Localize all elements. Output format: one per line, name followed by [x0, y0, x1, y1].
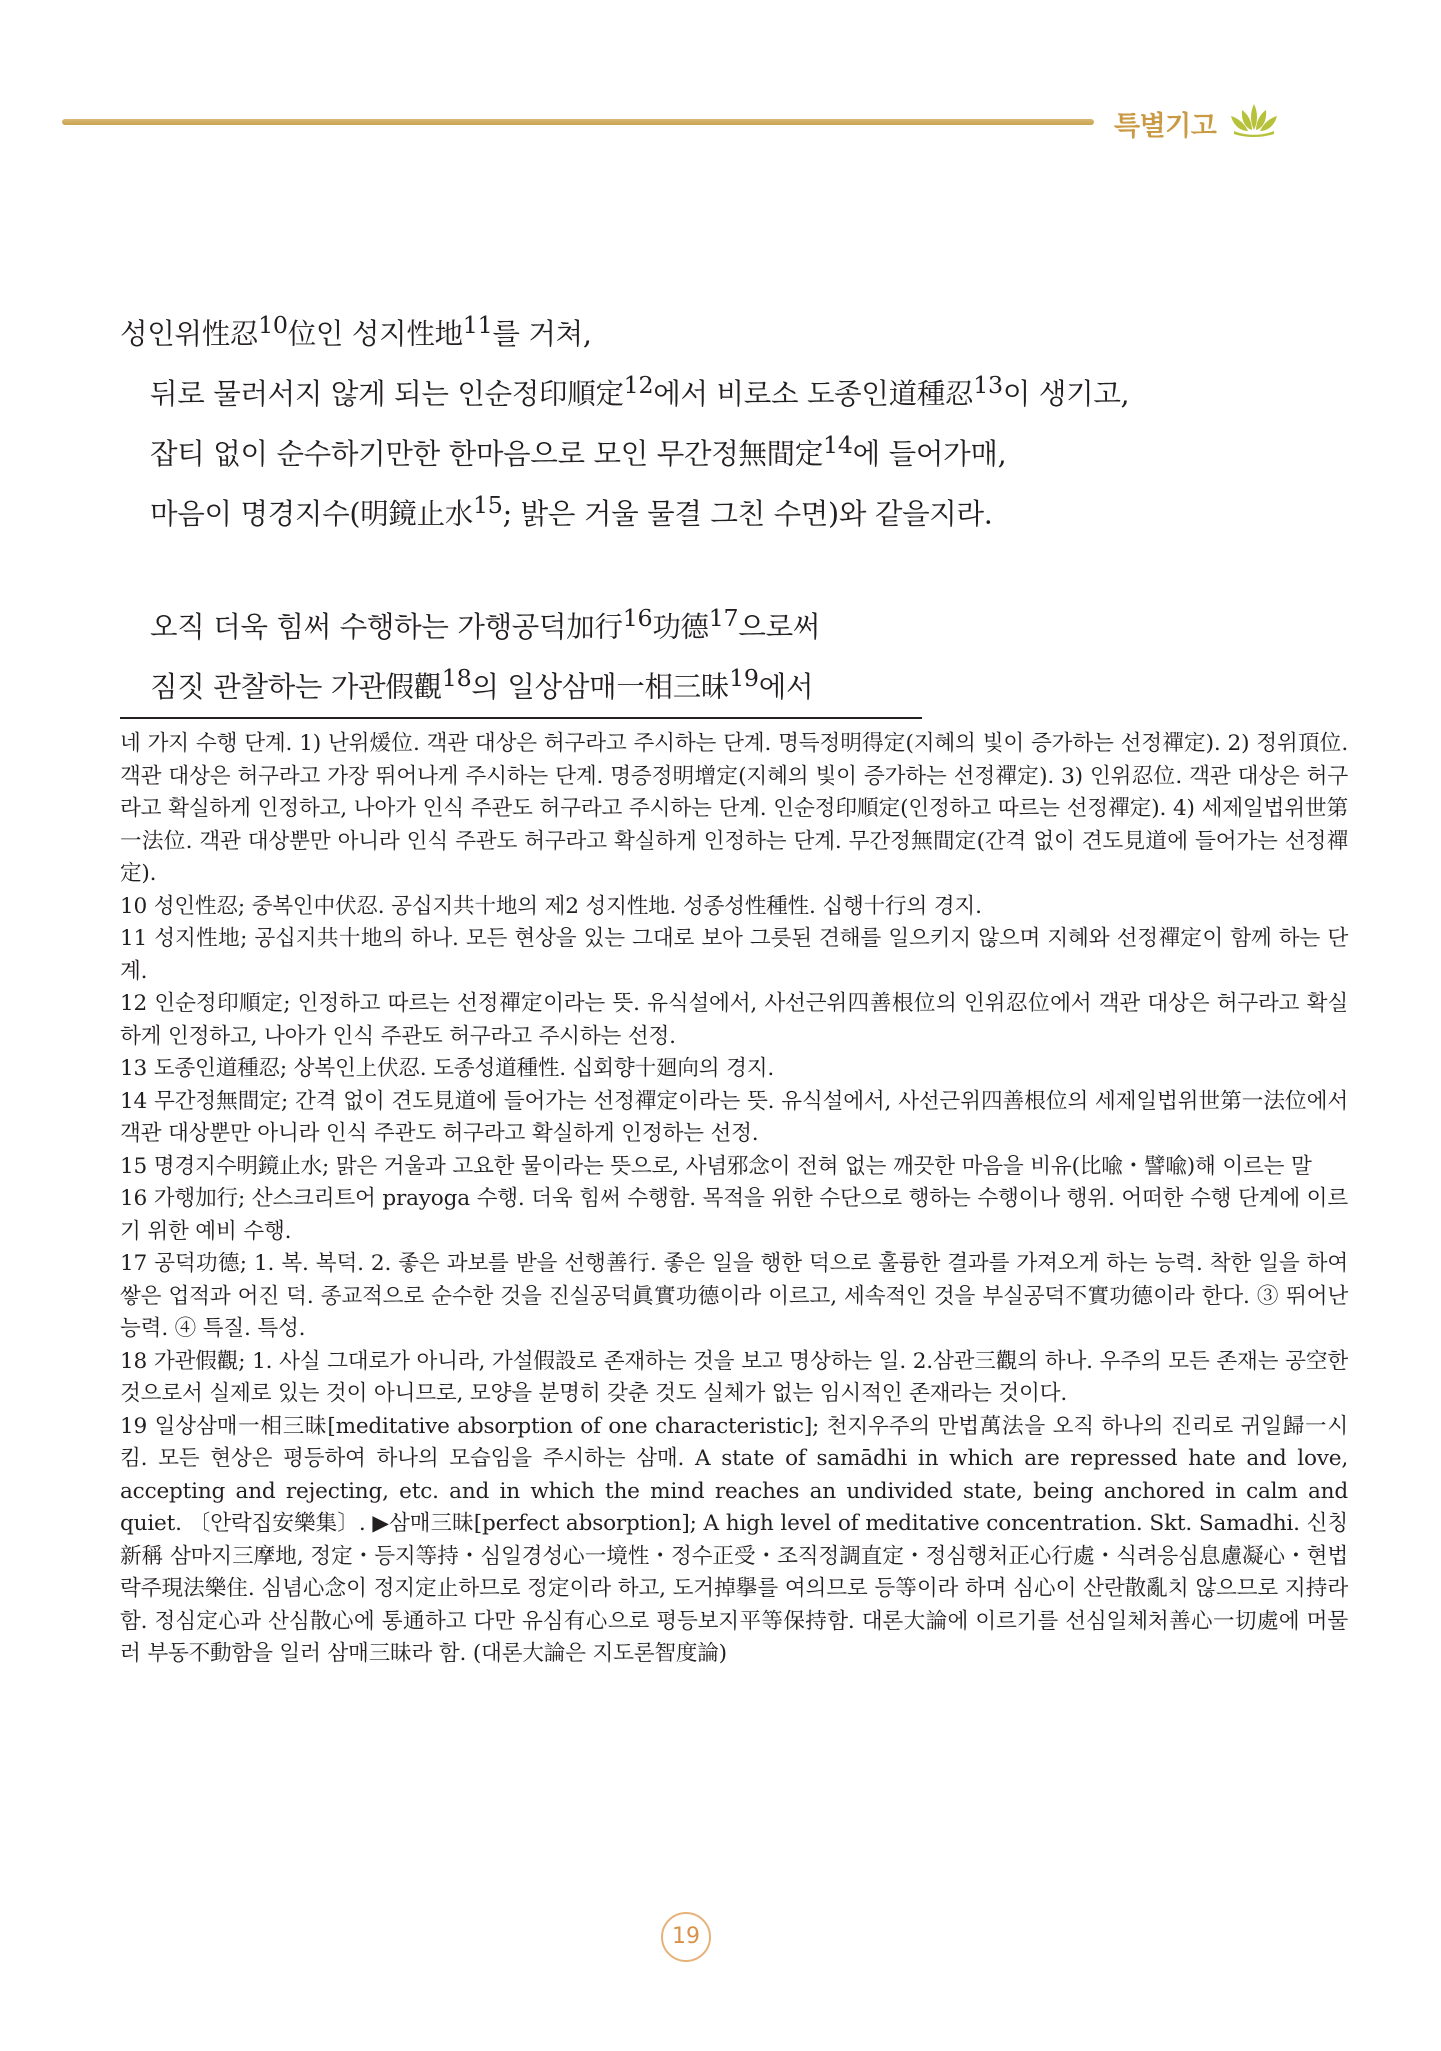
footnote-18: 18 가관假觀; 1. 사실 그대로가 아니라, 가설假設로 존재하는 것을 보고 명상하는 일. 2.삼관三觀의 하나. 우주의 모든 존재는 공空한 것으로서 실제로 있는 것이 아니므로, 모양을 분명히 갖춘 것도 실체가 없는 임시적인 존재라는 것이다.	[120, 1348, 1348, 1406]
footnote-divider	[120, 717, 922, 719]
verse-line: 성인위性忍$^{10}$位인 성지性地$^{11}$를 거쳐,	[120, 311, 592, 351]
footnote-12: 12 인순정印順定; 인정하고 따르는 선정禪定이라는 뜻. 유식설에서, 사선근위四善根位의 인위忍位에서 객관 대상은 허구라고 확실하게 인정하고, 나아가 인식 주관도 허구라고 주시하는 선정.	[120, 991, 1348, 1049]
footnote-13: 13 도종인道種忍; 상복인上伏忍. 도종성道種性. 십회향十廻向의 경지.	[120, 1056, 775, 1081]
footnote-10: 10 성인性忍; 중복인中伏忍. 공십지共十地의 제2 성지性地. 성종성性種性. 십행十行의 경지.	[120, 893, 982, 919]
footnote-continuation: 네 가지 수행 단계. 1) 난위煖位. 객관 대상은 허구라고 주시하는 단계. 명득정明得定(지혜의 빛이 증가하는 선정禪定). 2) 정위頂位. 객관 대상은 허구라고 가장 뛰어나게 주시하는 단계. 명증정明增定(지혜의 빛이 증가하는 선정禪定). 3) 인위忍位. 객관 대상은 허구라고 확실하게 인정하고, 나아가 인식 주관도 허구라고 주시하는 단계. 인순정印順定(인정하고 따르는 선정禪定). 4) 세제일법위世第一法位. 객관 대상뿐만 아니라 인식 주관도 허구라고 확실하게 인정하는 단계. 무간정無間定(간격 없이 견도見道에 들어가는 선정禪定).	[120, 731, 1348, 886]
footnote-11: 11 성지性地; 공십지共十地의 하나. 모든 현상을 있는 그대로 보아 그릇된 견해를 일으키지 않으며 지혜와 선정禪定이 함께 하는 단계.	[120, 926, 1348, 984]
footnote-14: 14 무간정無間定; 간격 없이 견도見道에 들어가는 선정禪定이라는 뜻. 유식설에서, 사선근위四善根位의 세제일법위世第一法位에서 객관 대상뿐만 아니라 인식 주관도 허구라고 확실하게 인정하는 선정.	[120, 1088, 1348, 1146]
footnote-17: 17 공덕功德; 1. 복. 복덕. 2. 좋은 과보를 받을 선행善行. 좋은 일을 행한 덕으로 훌륭한 결과를 가져오게 하는 능력. 착한 일을 하여 쌓은 업적과 어진 덕. 종교적으로 순수한 것을 진실공덕眞實功德이라 이르고, 세속적인 것을 부실공덕不實功德이라 한다. ③ 뛰어난 능력. ④ 특질. 특성.	[120, 1251, 1348, 1341]
page-number: 19	[661, 1912, 711, 1962]
footnotes	[120, 728, 1348, 1671]
lotus-icon	[1228, 100, 1280, 138]
verse-line: 짐짓 관찰하는 가관假觀$^{18}$의 일상삼매一相三昧$^{19}$에서	[150, 664, 814, 704]
footnote-15: 15 명경지수明鏡止水; 맑은 거울과 고요한 물이라는 뜻으로, 사념邪念이 전혀 없는 깨끗한 마음을 비유(比喩・譬喩)해 이르는 말	[120, 1153, 1312, 1179]
verse-line: 마음이 명경지수(明鏡止水$^{15}$; 밝은 거울 물결 그친 수면)와 같을지라.	[150, 491, 993, 531]
header-rule	[62, 119, 1094, 125]
footnote-16: 16 가행加行; 산스크리트어 prayoga 수행. 더욱 힘써 수행함. 목적을 위한 수단으로 행하는 수행이나 행위. 어떠한 수행 단계에 이르기 위한 예비 수행.	[120, 1186, 1348, 1244]
verse-line: 뒤로 물러서지 않게 되는 인순정印順定$^{12}$에서 비로소 도종인道種忍$^{13}$이 생기고,	[150, 371, 1130, 411]
verse-block	[120, 300, 1350, 713]
verse-line: 오직 더욱 힘써 수행하는 가행공덕加行$^{16}$功德$^{17}$으로써	[150, 604, 821, 644]
section-label: 특별기고	[1114, 111, 1217, 142]
footnote-19: 19 일상삼매一相三昧[meditative absorption of one characteristic]; 천지우주의 만법萬法을 오직 하나의 진리로 귀일歸一시킴. 모든 현상은 평등하여 하나의 모습임을 주시하는 삼매. A state of samādhi in which are repressed hate and love, accepting and rejecting, etc. and in which the mind reaches an undivided state, being anchored in calm and quiet. 〔안락집安樂集〕. ▶삼매三昧[perfect absorption]; A high level of meditative concentration. Skt. Samadhi. 신칭新稱 삼마지三摩地, 정定・등지等持・심일경성心一境性・정수正受・조직정調直定・정심행처正心行處・식려응심息慮凝心・현법락주現法樂住. 심념心念이 정지定止하므로 정定이라 하고, 도거掉擧를 여의므로 등等이라 하며 심心이 산란散亂치 않으므로 지持라 함. 정심定心과 산심散心에 통通하고 다만 유심有心으로 평등보지平等保持함. 대론大論에 이르기를 선심일체처善心一切處에 머물러 부동不動함을 일러 삼매三昧라 함. (대론大論은 지도론智度論)	[120, 1413, 1348, 1666]
verse-line: 잡티 없이 순수하기만한 한마음으로 모인 무간정無間定$^{14}$에 들어가매,	[150, 431, 1007, 471]
